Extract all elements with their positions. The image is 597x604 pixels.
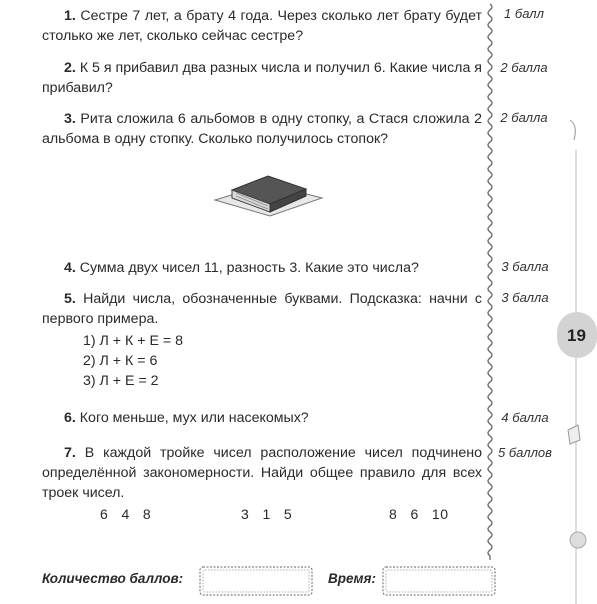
task-text: Кого меньше, мух или насекомых? (79, 410, 309, 426)
album-stack-illustration (210, 160, 325, 220)
task-number: 1. (64, 8, 76, 24)
time-box[interactable] (380, 564, 498, 598)
task-5-example-3: 3) Л + Е = 2 (83, 373, 159, 389)
number-triple: 6 4 8 (100, 506, 152, 522)
points-box[interactable] (197, 564, 315, 598)
time-label: Время: (328, 571, 376, 586)
task-number: 7. (64, 445, 76, 461)
task-text: Найди числа, обозначенные буквами. Подсказка: начни с первого примера. (42, 291, 482, 327)
task-number: 4. (64, 260, 76, 276)
task-5 (42, 289, 482, 329)
task-5-score: 3 балла (501, 290, 549, 305)
task-7-score: 5 баллов (498, 445, 552, 460)
page-number-tab (557, 312, 597, 358)
task-text: В каждой тройке чисел расположение чисел подчинено определённой закономерности. Найди общее правило для всех троек чисел. (42, 445, 482, 501)
task-number: 5. (64, 291, 76, 307)
task-1 (42, 6, 482, 46)
task-1-score: 1 балл (504, 6, 544, 21)
score-column-divider (485, 4, 495, 560)
task-text: Сестре 7 лет, а брату 4 года. Через сколько лет брату будет столько же лет, сколько сейчас сестре? (42, 8, 482, 44)
number-triple: 8 6 10 (389, 506, 449, 522)
number-triple: 3 1 5 (241, 506, 293, 522)
task-6-score: 4 балла (501, 410, 549, 425)
task-7 (42, 443, 482, 503)
task-3-score: 2 балла (500, 110, 548, 125)
page-edge-decoration (556, 0, 580, 604)
task-number: 6. (64, 410, 76, 426)
task-5-example-2: 2) Л + К = 6 (83, 353, 158, 369)
task-number: 2. (64, 60, 76, 76)
task-text: К 5 я прибавил два разных числа и получил 6. Какие числа я прибавил? (42, 60, 482, 96)
points-label: Количество баллов: (42, 571, 184, 586)
task-4 (42, 258, 482, 278)
task-text: Рита сложила 6 альбомов в одну стопку, а Стася сложила 2 альбома в одну стопку. Сколько получилось стопок? (42, 111, 482, 147)
task-text: Сумма двух чисел 11, разность 3. Какие это числа? (79, 260, 419, 276)
page-number: 19 (567, 326, 586, 345)
task-2 (42, 58, 482, 98)
task-5-example-1: 1) Л + К + Е = 8 (83, 333, 183, 349)
task-2-score: 2 балла (500, 60, 548, 75)
task-number: 3. (64, 111, 76, 127)
task-3 (42, 109, 482, 149)
task-6 (42, 408, 482, 428)
task-4-score: 3 балла (501, 259, 549, 274)
